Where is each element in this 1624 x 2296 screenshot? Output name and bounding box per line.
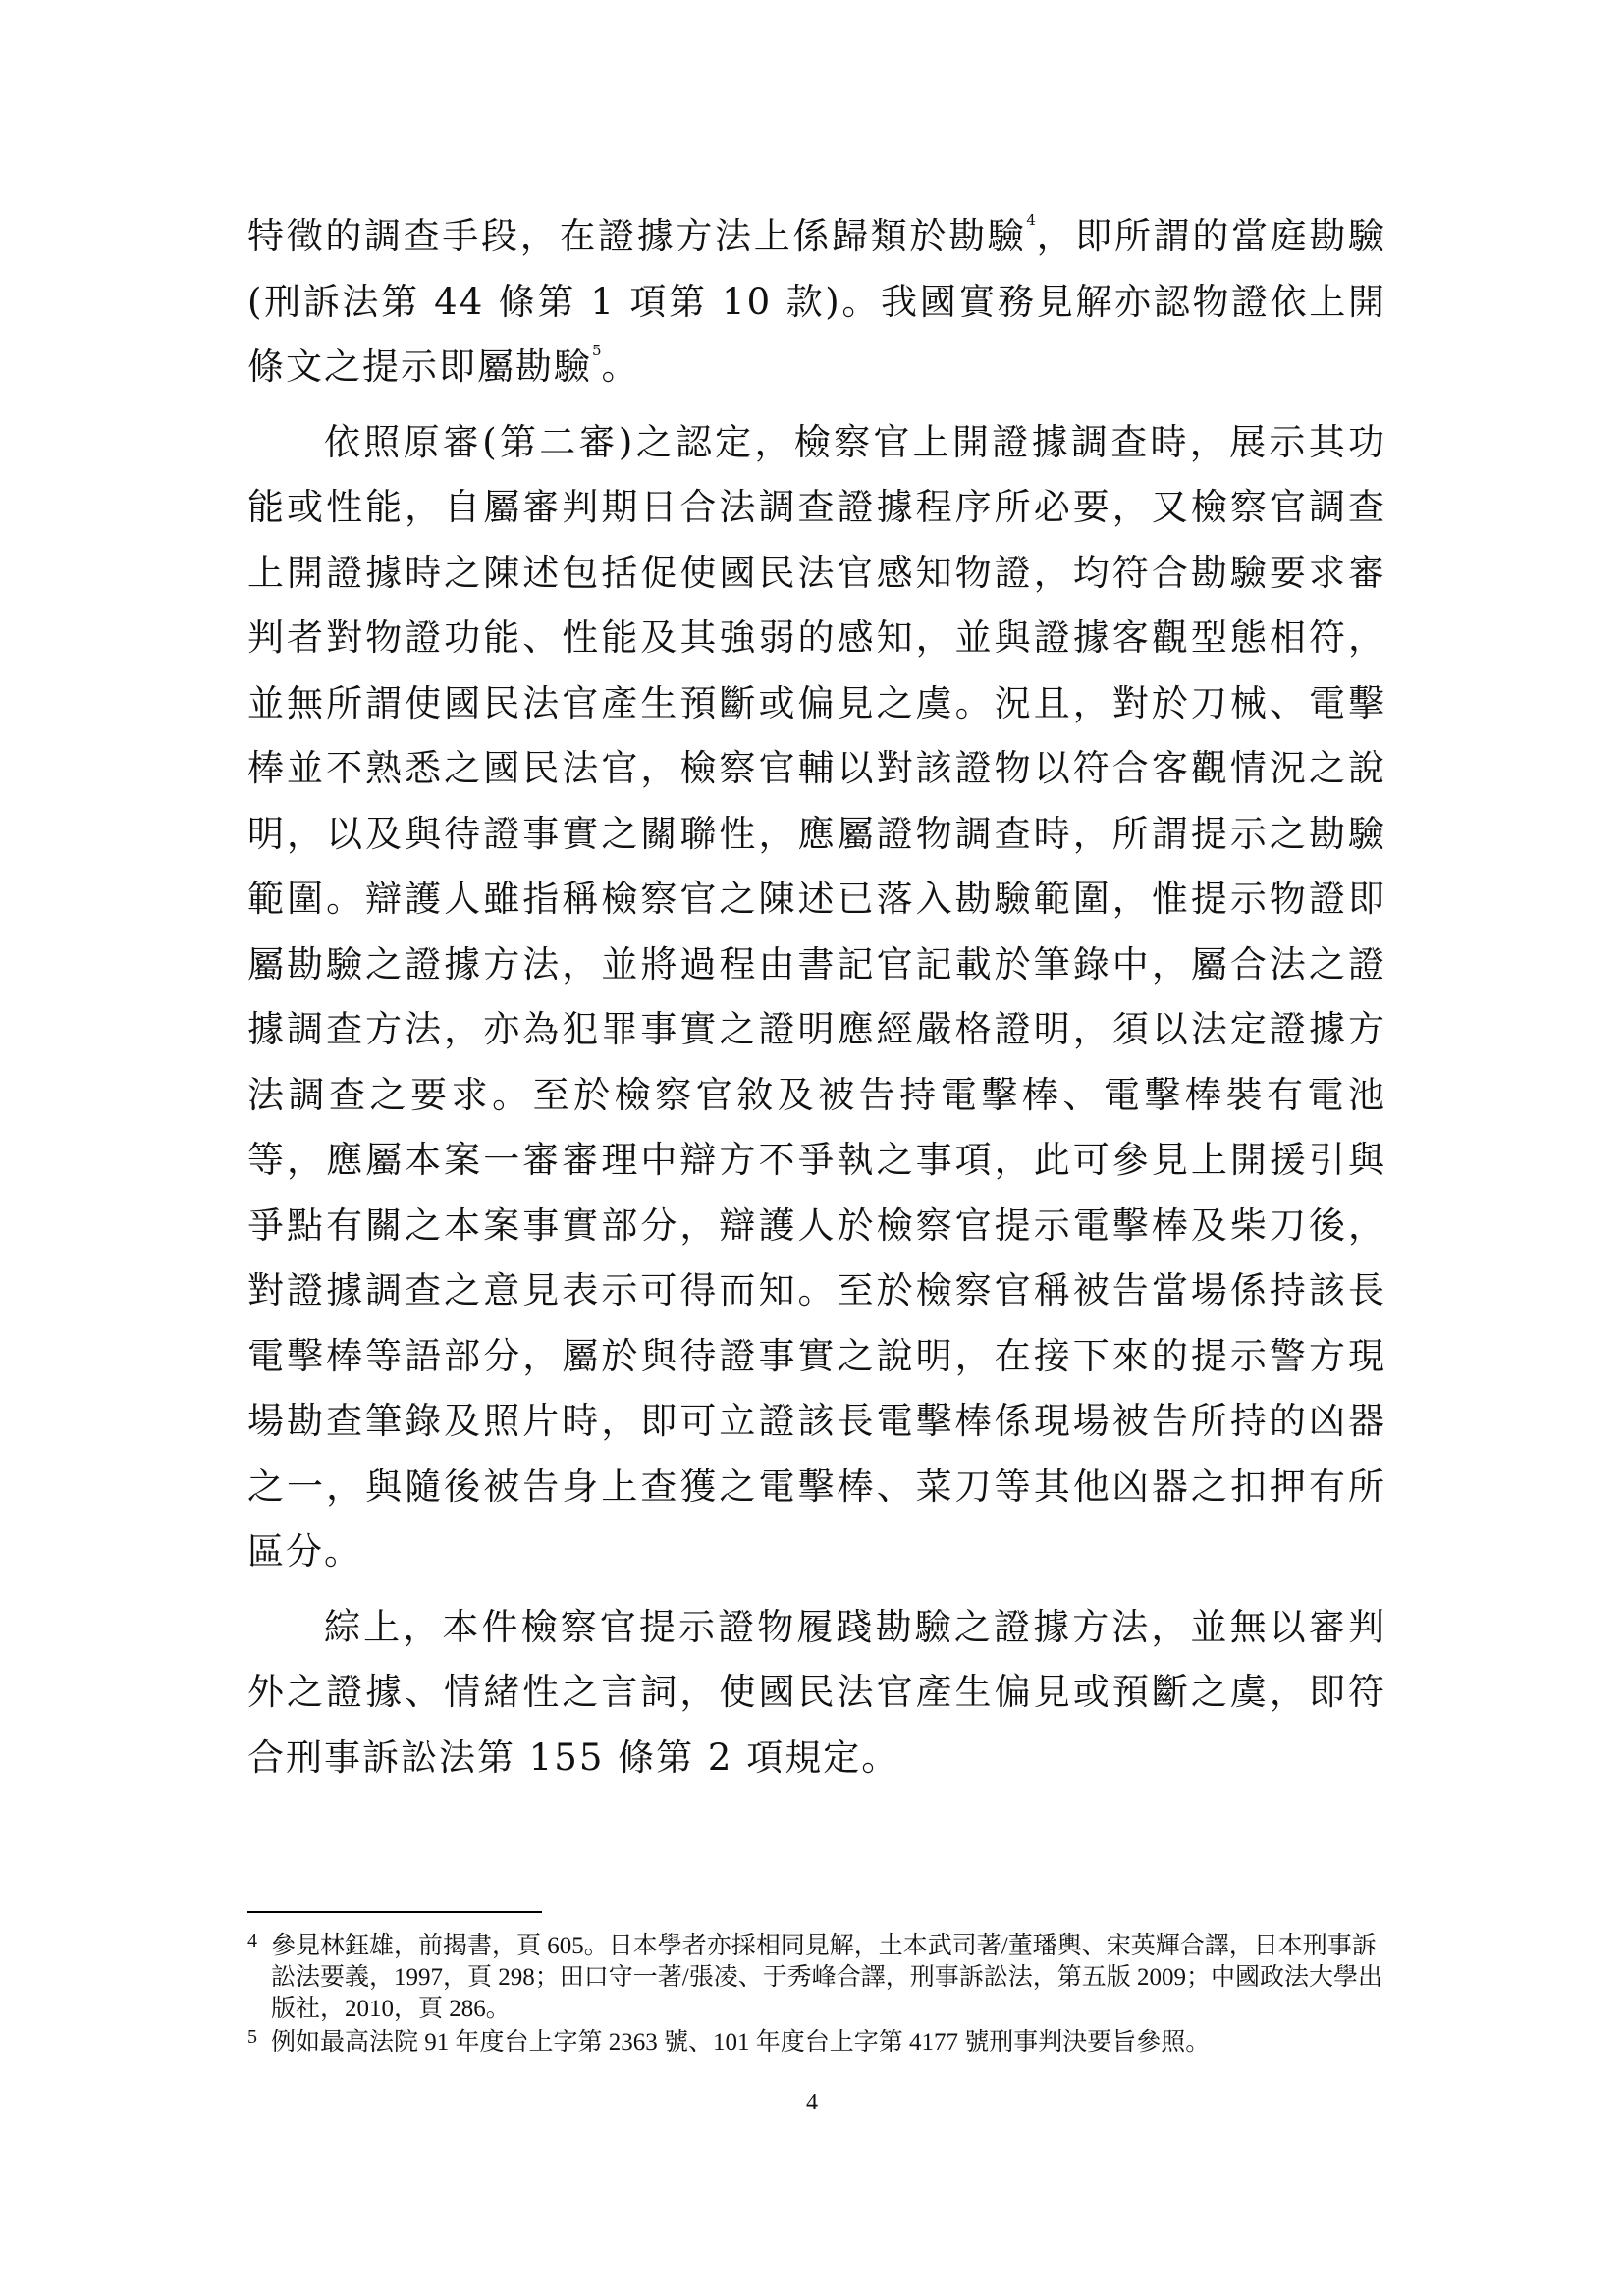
footnote-text: 例如最高法院 91 年度台上字第 2363 號、101 年度台上字第 4177 號刑事判決要旨參照。 <box>271 2029 1211 2056</box>
paragraph-1-text-c: 。 <box>601 346 640 388</box>
footnote-number: 5 <box>247 2026 257 2048</box>
footnote-ref-4[interactable]: 4 <box>1026 211 1036 229</box>
page-number: 4 <box>806 2090 818 2115</box>
footnote-separator <box>247 1911 542 1913</box>
body-text <box>247 204 1386 1790</box>
paragraph-1 <box>247 204 1386 400</box>
footnote-ref-5[interactable]: 5 <box>592 342 602 359</box>
footnote-number: 4 <box>247 1930 257 1951</box>
footnote-4 <box>247 1931 1386 2025</box>
paragraph-1-text-a: 特徵的調查手段，在證據方法上係歸類於勘驗 <box>247 215 1027 257</box>
footnote-5 <box>247 2027 1386 2058</box>
paragraph-1-text-b: ，即所謂的當庭勘驗(刑訴法第 44 條第 1 項第 10 款)。我國實務見解亦認物證依上開條文之提示即屬勘驗 <box>247 215 1387 388</box>
footnotes <box>247 1911 1386 2058</box>
paragraph-3: 綜上，本件檢察官提示證物履踐勘驗之證據方法，並無以審判外之證據、情緒性之言詞，使國民法官產生偏見或預斷之虞，即符合刑事訴訟法第 155 條第 2 項規定。 <box>247 1605 1386 1779</box>
paragraph-2: 依照原審(第二審)之認定，檢察官上開證據調查時，展示其功能或性能，自屬審判期日合法調查證據程序所必要，又檢察官調查上開證據時之陳述包括促使國民法官感知物證，均符合勘驗要求審判者對物證功能、性能及其強弱的感知，並與證據客觀型態相符，並無所謂使國民法官產生預斷或偏見之虞。況且，對於刀械、電擊棒並不熟悉之國民法官，檢察官輔以對該證物以符合客觀情況之說明，以及與待證事實之關聯性，應屬證物調查時，所謂提示之勘驗範圍。辯護人雖指稱檢察官之陳述已落入勘驗範圍，惟提示物證即屬勘驗之證據方法，並將過程由書記官記載於筆錄中，屬合法之證據調查方法，亦為犯罪事實之證明應經嚴格證明，須以法定證據方法調查之要求。至於檢察官敘及被告持電擊棒、電擊棒裝有電池等，應屬本案一審審理中辯方不爭執之事項，此可參見上開援引與爭點有關之本案事實部分，辯護人於檢察官提示電擊棒及柴刀後，對證據調查之意見表示可得而知。至於檢察官稱被告當場係持該長電擊棒等語部分，屬於與待證事實之說明，在接下來的提示警方現場勘查筆錄及照片時，即可立證該長電擊棒係現場被告所持的凶器之一，與隨後被告身上查獲之電擊棒、菜刀等其他凶器之扣押有所區分。 <box>247 420 1386 1573</box>
footnote-text: 參見林鈺雄，前揭書，頁 605。日本學者亦採相同見解，土本武司著/董璠輿、宋英輝合譯，日本刑事訴訟法要義，1997，頁 298；田口守一著/張凌、于秀峰合譯，刑事訴訟法，第五版 2009；中國政法大學出版社，2010，頁 286。 <box>271 1933 1382 2022</box>
